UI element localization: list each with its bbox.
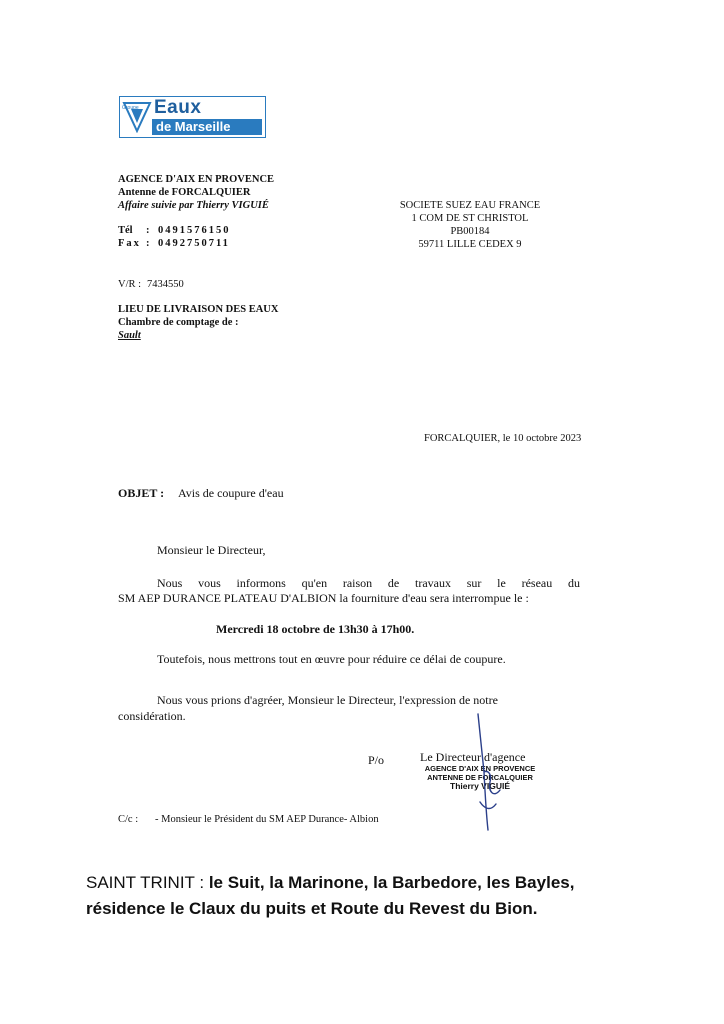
handwritten-signature-icon <box>470 712 510 832</box>
recipient-line3: PB00184 <box>450 226 490 237</box>
recipient-line4: 59711 LILLE CEDEX 9 <box>418 239 522 250</box>
letter-p1-line2: SM AEP DURANCE PLATEAU D'ALBION la fourniture d'eau sera interrompue le : <box>118 591 529 605</box>
recipient-line2: 1 COM DE ST CHRISTOL <box>411 213 529 224</box>
sender-fax-sep: : <box>146 238 150 249</box>
signature-po: P/o <box>368 753 385 767</box>
logo-word-eaux: Eaux <box>154 97 202 118</box>
letter-highlight-date: Mercredi 18 octobre de 13h30 à 17h00. <box>216 622 415 636</box>
letter-p2: Toutefois, nous mettrons tout en œuvre pour réduire ce délai de coupure. <box>157 652 506 666</box>
sender-tel-value: 0491576150 <box>158 225 231 236</box>
delivery-subtitle: Chambre de comptage de : <box>118 317 239 328</box>
sender-fax-label: Fax <box>118 238 141 249</box>
sender-tel-sep: : <box>146 225 150 236</box>
signature-title: Le Directeur d'agence <box>420 750 526 764</box>
delivery-title: LIEU DE LIVRAISON DES EAUX <box>118 304 279 315</box>
footer-line2-bold: résidence le Claux du puits et Route du Revest du Bion. <box>86 899 538 918</box>
delivery-place: Sault <box>118 330 141 341</box>
footer-prefix: SAINT TRINIT : <box>86 873 209 892</box>
object-text: Avis de coupure d'eau <box>178 486 284 500</box>
footer-line1-bold: le Suit, la Marinone, la Barbedore, les Bayles, <box>208 873 575 892</box>
cc-text: - Monsieur le Président du SM AEP Durance- Albion <box>155 814 379 825</box>
footer-locations <box>86 870 696 922</box>
logo-groupe-text: Groupe <box>122 105 139 111</box>
reference-label: V/R : <box>118 279 142 290</box>
letter-p3-line1: Nous vous prions d'agréer, Monsieur le Directeur, l'expression de notre <box>157 693 498 707</box>
letter-p1-line1: Nous vous informons qu'en raison de travaux sur le réseau du <box>157 576 580 590</box>
cc-label: C/c : <box>118 814 139 825</box>
sender-followed-by: Affaire suivie par Thierry VIGUIÉ <box>118 200 269 211</box>
date-line: FORCALQUIER, le 10 octobre 2023 <box>424 433 582 444</box>
stamp-name: Thierry VIGUIÉ <box>450 781 510 791</box>
stamp-line2: ANTENNE DE FORCALQUIER <box>427 773 533 782</box>
sender-fax-value: 0492750711 <box>158 238 230 249</box>
letter-p3-line2: considération. <box>118 709 186 723</box>
reference-value: 7434550 <box>147 279 184 290</box>
recipient-line1: SOCIETE SUEZ EAU FRANCE <box>399 200 541 211</box>
letter-salutation: Monsieur le Directeur, <box>157 543 266 557</box>
eaux-de-marseille-logo <box>119 96 266 138</box>
object-label: OBJET : <box>118 486 165 500</box>
stamp-line1: AGENCE D'AIX EN PROVENCE <box>424 764 536 773</box>
logo-word-marseille: de Marseille <box>152 119 262 135</box>
sender-agency: AGENCE D'AIX EN PROVENCE <box>118 174 275 185</box>
sender-tel-label: Tél <box>118 225 133 236</box>
footer-line1 <box>86 870 696 896</box>
sender-antenna: Antenne de FORCALQUIER <box>118 187 251 198</box>
